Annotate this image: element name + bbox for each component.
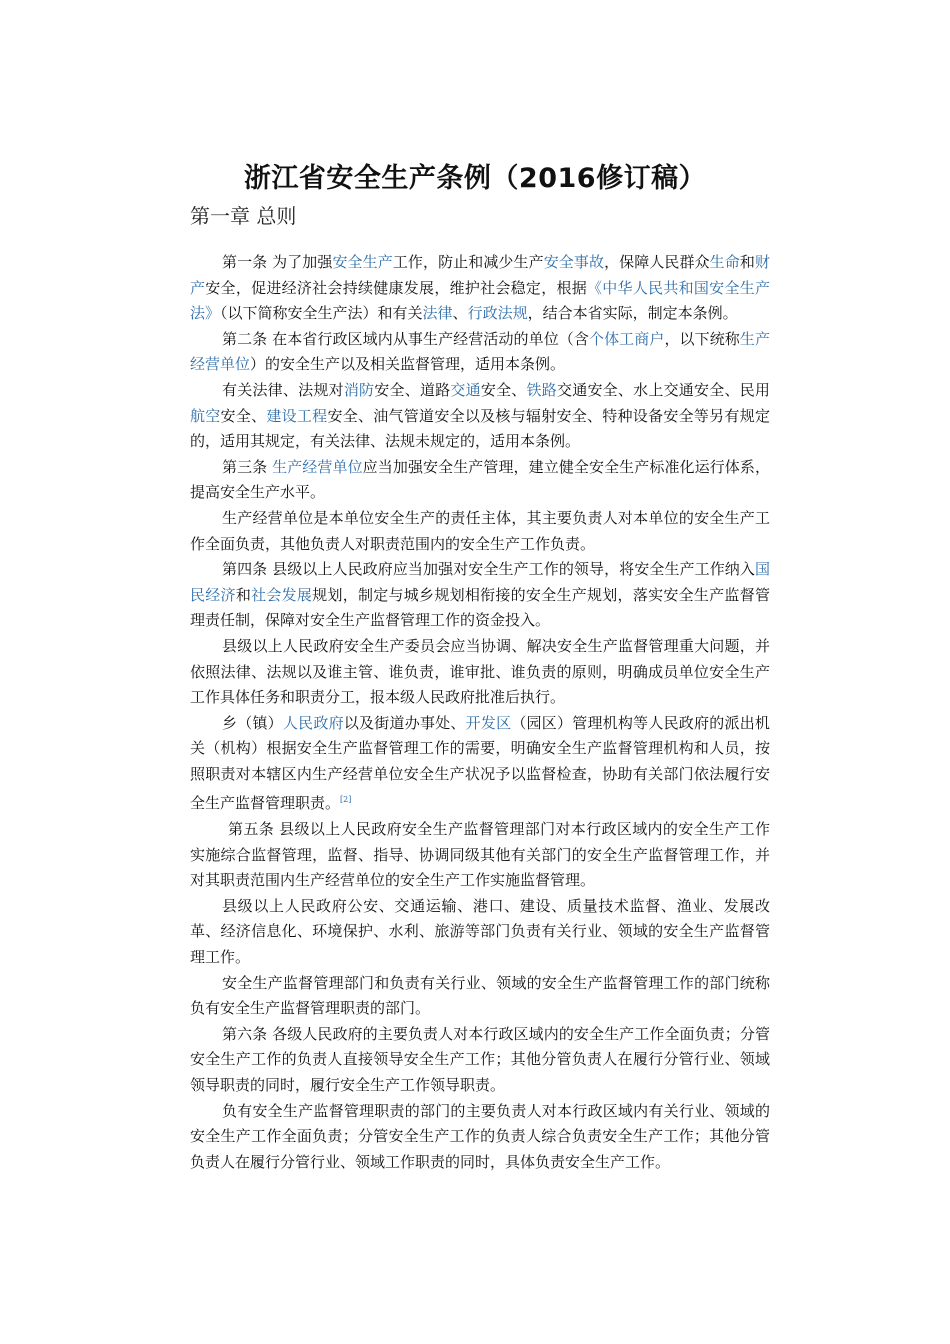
paragraph-text: 安全、 bbox=[480, 380, 527, 399]
paragraph bbox=[190, 327, 770, 378]
paragraph-text: 乡（镇） bbox=[222, 713, 283, 732]
paragraph-text: 县级以上人民政府安全生产委员会应当协调、解决安全生产监督管理重大问题，并依照法律、法规以及谁主管、谁负责，谁审批、谁负责的原则，明确成员单位安全生产工作具体任务和职责分工，报本级人民政府批准后执行。 bbox=[190, 636, 770, 707]
paragraph-text: ）的安全生产以及相关监督管理，适用本条例。 bbox=[250, 355, 566, 374]
document-title: 浙江省安全生产条例（2016修订稿） bbox=[243, 163, 707, 194]
paragraph bbox=[190, 455, 770, 506]
inline-link[interactable]: 交通 bbox=[450, 380, 481, 399]
inline-link[interactable]: 行政法规 bbox=[467, 304, 528, 323]
inline-link[interactable]: 消防 bbox=[343, 380, 375, 399]
paragraph-text: 安全，促进经济社会持续健康发展，维护社会稳定，根据 bbox=[205, 278, 588, 297]
inline-link[interactable]: 人民政府 bbox=[282, 713, 344, 732]
paragraph bbox=[190, 250, 770, 327]
inline-link[interactable]: 安全事故 bbox=[543, 253, 605, 271]
paragraph-text: 生产经营单位是本单位安全生产的责任主体，其主要负责人对本单位的安全生产工作全面负责，其他负责人对职责范围内的安全生产工作负责。 bbox=[190, 508, 770, 553]
paragraph bbox=[190, 506, 770, 557]
paragraph-text: 和 bbox=[235, 585, 252, 604]
paragraph-text: 安全、 bbox=[220, 406, 267, 425]
inline-link[interactable]: 航空 bbox=[190, 406, 221, 425]
footnote-reference[interactable]: [2] bbox=[340, 795, 352, 805]
inline-link[interactable]: 法律 bbox=[422, 304, 453, 323]
inline-link[interactable]: 财产 bbox=[190, 253, 770, 297]
paragraph-text: ，保障人民群众 bbox=[604, 253, 710, 271]
paragraph bbox=[190, 817, 770, 894]
paragraph bbox=[190, 378, 770, 455]
paragraph-text: 工作，防止和减少生产 bbox=[392, 253, 544, 271]
inline-link[interactable]: 社会发展 bbox=[251, 585, 313, 604]
paragraph-text: 第五条 县级以上人民政府安全生产监督管理部门对本行政区域内的安全生产工作实施综合监督管理，监督、指导、协调同级其他有关部门的安全生产监督管理工作，并对其职责范围内生产经营单位的安全生产工作实施监督管理。 bbox=[190, 820, 770, 890]
paragraph-text: 安全、油气管道安全以及核与辐射安全、特种设备安全等另有规定的，适用其规定，有关法律、法规未规定的，适用本条例。 bbox=[190, 406, 770, 451]
paragraph-text: ，以下统称 bbox=[664, 329, 740, 348]
paragraph bbox=[190, 1099, 770, 1176]
paragraph bbox=[190, 894, 770, 971]
paragraph-text: 应当加强安全生产管理，建立健全安全生产标准化运行体系，提高安全生产水平。 bbox=[190, 457, 770, 502]
paragraph-text: 第一条 为了加强 bbox=[222, 253, 333, 271]
paragraph-text: 县级以上人民政府公安、交通运输、港口、建设、质量技术监督、渔业、发展改革、经济信息化、环境保护、水利、旅游等部门负责有关行业、领域的安全生产监督管理工作。 bbox=[190, 896, 770, 967]
paragraph-text: 安全、道路 bbox=[374, 380, 451, 399]
paragraph-text: 以及街道办事处、 bbox=[343, 713, 466, 732]
inline-link[interactable]: 铁路 bbox=[526, 380, 557, 399]
paragraph bbox=[190, 1022, 770, 1099]
inline-link[interactable]: 开发区 bbox=[465, 713, 512, 732]
inline-link[interactable]: 生产经营单位 bbox=[272, 457, 363, 476]
paragraph-text: 交通安全、水上交通安全、民用 bbox=[557, 380, 770, 399]
paragraph bbox=[190, 971, 770, 1022]
paragraph-text: 规划，制定与城乡规划相衔接的安全生产规划，落实安全生产监督管理责任制，保障对安全生产监督管理工作的资金投入。 bbox=[190, 585, 770, 630]
paragraph bbox=[190, 557, 770, 634]
paragraph-text: 第四条 县级以上人民政府应当加强对安全生产工作的领导，将安全生产工作纳入 bbox=[222, 560, 755, 579]
paragraph-text: 负有安全生产监督管理职责的部门的主要负责人对本行政区域内有关行业、领域的安全生产工作全面负责；分管安全生产工作的负责人综合负责安全生产工作；其他分管负责人在履行分管行业、领域工作职责的同时，具体负责安全生产工作。 bbox=[190, 1101, 770, 1171]
paragraph-text: 第三条 bbox=[222, 457, 273, 476]
paragraph bbox=[190, 634, 770, 711]
paragraph-text: 第六条 各级人民政府的主要负责人对本行政区域内的安全生产工作全面负责；分管安全生产工作的负责人直接领导安全生产工作；其他分管负责人在履行分管行业、领域领导职责的同时，履行安全生产工作领导职责。 bbox=[190, 1024, 770, 1094]
paragraph-text: ，结合本省实际，制定本条例。 bbox=[527, 304, 738, 323]
inline-link[interactable]: 生命 bbox=[709, 253, 740, 271]
chapter-heading: 第一章 总则 bbox=[190, 204, 297, 228]
document-body bbox=[190, 250, 770, 1175]
paragraph-text: （园区）管理机构等人民政府的派出机关（机构）根据安全生产监督管理工作的需要，明确安全生产监督管理机构和人员，按照职责对本辖区内生产经营单位安全生产状况予以监督检查，协助有关部门依法履行安全生产监督管理职责。 bbox=[190, 713, 770, 813]
paragraph-text: （以下简称安全生产法）和有关 bbox=[220, 304, 423, 323]
inline-link[interactable]: 生产经营单位 bbox=[190, 329, 770, 374]
inline-link[interactable]: 建设工程 bbox=[266, 406, 328, 425]
paragraph-text: 和 bbox=[739, 253, 755, 271]
inline-link[interactable]: 安全生产 bbox=[332, 253, 393, 271]
paragraph bbox=[190, 711, 770, 817]
inline-link[interactable]: 国民经济 bbox=[190, 560, 770, 604]
paragraph-text: 第二条 在本省行政区域内从事生产经营活动的单位（含 bbox=[222, 329, 589, 348]
paragraph-text: 安全生产监督管理部门和负责有关行业、领域的安全生产监督管理工作的部门统称负有安全生产监督管理职责的部门。 bbox=[190, 973, 770, 1018]
inline-link[interactable]: 《中华人民共和国安全生产法》 bbox=[190, 278, 770, 323]
paragraph-text: 、 bbox=[452, 304, 468, 323]
paragraph-text: 有关法律、法规对 bbox=[222, 380, 344, 399]
inline-link[interactable]: 个体工商户 bbox=[588, 329, 665, 348]
